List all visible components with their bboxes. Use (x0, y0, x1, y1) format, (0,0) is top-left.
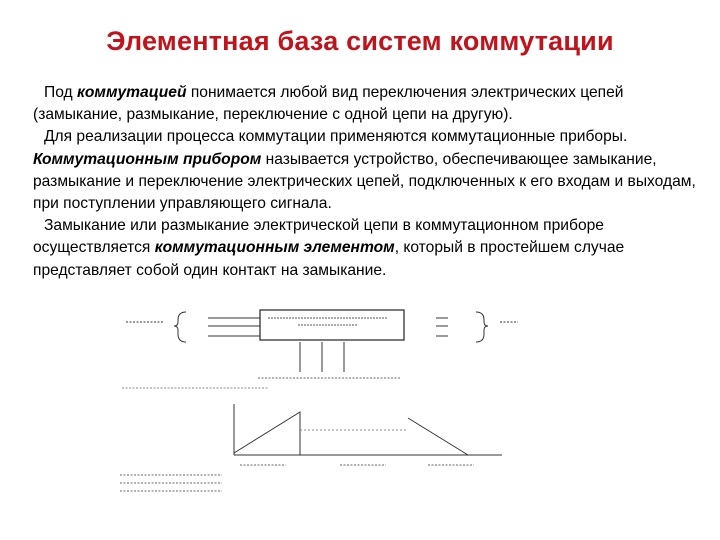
input-brace (174, 312, 186, 342)
waveform-segment-2 (408, 418, 468, 455)
waveform-segment-1 (234, 412, 300, 455)
paragraph-3: Замыкание или размыкание электрической цепи в коммутационном приборе осуществляется коммутационным элементом, который в простейшем случае представляет собой один контакт на замыкание. (33, 217, 625, 279)
output-brace (476, 312, 488, 342)
paragraph-2: Для реализации процесса коммутации применяются коммутационные приборы. Коммутационным прибором называется устройство, обеспечивающее замыкание, размыкание и переключение электрических цепей, подключенных к его входам и выходам, при поступлении управляющего сигнала. (33, 128, 696, 213)
switching-device-diagram (118, 300, 518, 500)
body-text (33, 82, 698, 282)
term-switching-device: Коммутационным прибором (33, 150, 262, 168)
slide-title: Элементная база систем коммутации (106, 26, 614, 56)
paragraph-1: Под коммутацией понимается любой вид переключения электрических цепей (замыкание, размыкание, переключение с одной цепи на другую). (33, 84, 624, 124)
term-commutation: коммутацией (76, 84, 187, 101)
term-switching-element: коммутационным элементом (154, 239, 395, 257)
